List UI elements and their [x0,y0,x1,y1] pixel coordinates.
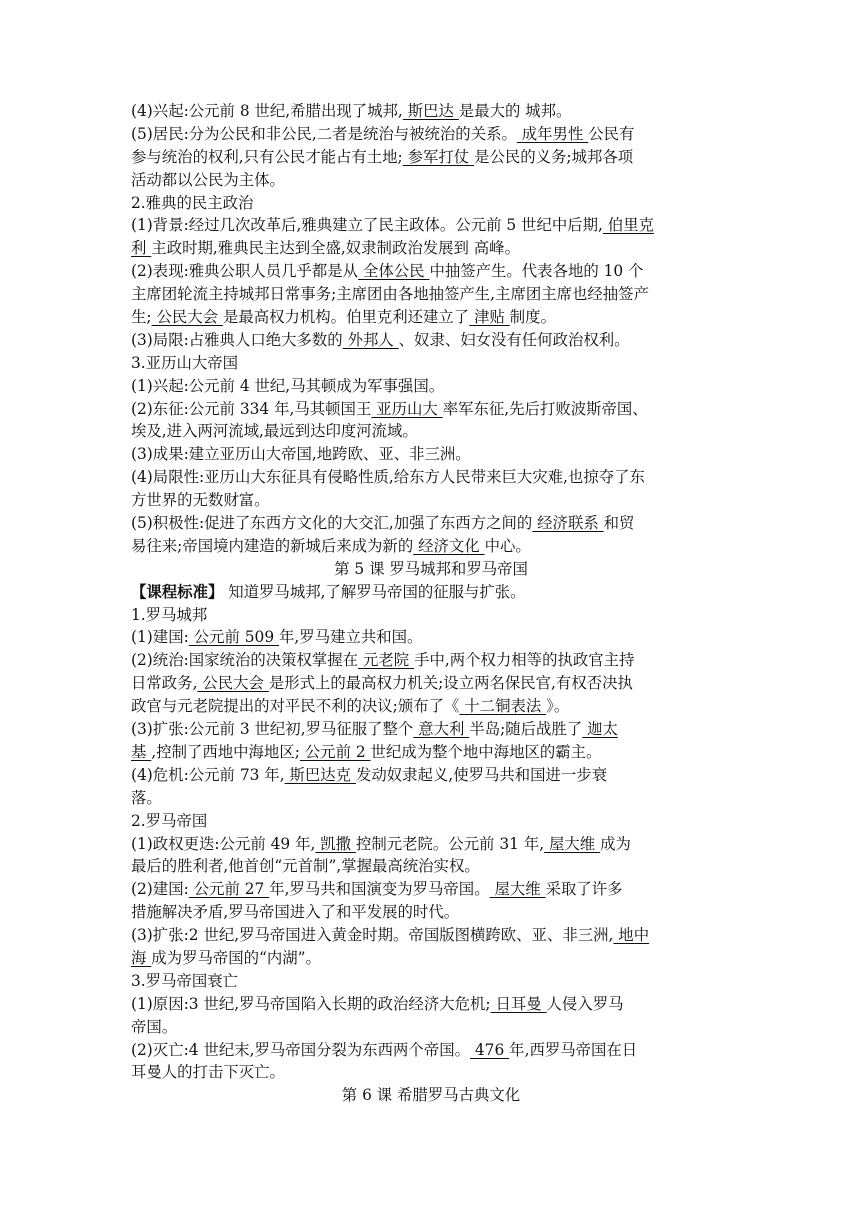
text-line [131,855,731,878]
text-segment: (3)局限:占雅典人口绝大多数的 [131,330,343,349]
text-segment: 公民有 [588,124,635,143]
text-line [131,764,731,787]
text-line [131,718,731,741]
text-segment: (2)建国: [131,880,189,899]
text-segment: 易往来;帝国境内建造的新城后来成为新的 [131,536,414,555]
text-segment: 第 6 课 希腊罗马古典文化 [341,1086,521,1105]
text-line [131,695,731,718]
text-segment: 2.雅典的民主政治 [131,193,254,212]
text-line [131,123,731,146]
text-line [131,169,731,192]
text-line [131,398,731,421]
lesson-heading [131,1084,731,1107]
text-segment: 参与统治的权利,只有公民才能占有土地; [131,147,403,166]
fill-blank-answer: 迦太 [582,720,618,739]
text-line [131,924,731,947]
fill-blank-answer: 日耳曼 [490,994,547,1013]
text-segment: 手中,两个权力相等的执政官主持 [414,651,635,670]
text-segment: 政官与元老院提出的对平民不利的决议;颁布了《 [131,697,460,716]
text-segment: 采取了许多 [545,880,623,899]
text-line [131,833,731,856]
fill-blank-answer: 公民大会 [197,674,269,693]
text-segment: 主政时期,雅典民主达到全盛,奴隶制政治发展到 高峰。 [151,239,520,258]
text-segment: 2.罗马帝国 [131,811,208,830]
text-segment: (5)积极性:促进了东西方文化的大交汇,加强了东西方之间的 [131,514,533,533]
text-segment: 、奴隶、妇女没有任何政治权利。 [398,330,630,349]
text-line [131,810,731,833]
text-line [131,741,731,764]
text-line [131,1061,731,1084]
text-line [131,306,731,329]
fill-blank-answer: 屋大维 [489,880,546,899]
fill-blank-answer: 外邦人 [342,330,399,349]
text-line [131,626,731,649]
text-segment: (4)局限性:亚历山大东征具有侵略性质,给东方人民带来巨大灾难,也掠夺了东 [131,468,645,487]
text-line [131,947,731,970]
section-label: 【课程标准】 [131,582,224,601]
text-line [131,420,731,443]
text-line [131,970,731,993]
text-segment: 帝国。 [131,1017,178,1036]
text-segment: 年,罗马建立共和国。 [279,628,423,647]
text-segment: 是最大的 城邦。 [458,102,572,120]
text-segment: 年,西罗马帝国在日 [509,1040,638,1059]
text-segment: 发动奴隶起义,使罗马共和国进一步衰 [355,765,608,784]
text-line [131,649,731,672]
text-segment: 第 5 课 罗马城邦和罗马帝国 [334,559,528,578]
text-line [131,672,731,695]
text-line [131,466,731,489]
text-line [131,787,731,810]
text-segment: (5)居民:分为公民和非公民,二者是统治与被统治的关系。 [131,124,517,143]
text-segment: (2)灭亡:4 世纪末,罗马帝国分裂为东西两个帝国。 [131,1040,470,1059]
fill-blank-answer: 参军打仗 [402,147,475,166]
fill-blank-answer: 亚历山大 [371,399,443,418]
text-segment: (3)成果:建立亚历山大帝国,地跨欧、亚、非三洲。 [131,445,471,464]
text-segment: 措施解决矛盾,罗马帝国进入了和平发展的时代。 [131,903,460,922]
fill-blank-answer: 津贴 [469,308,510,327]
text-segment: 和贸 [603,514,635,533]
text-line [131,581,731,604]
text-segment: 知道罗马城邦,了解罗马帝国的征服与扩张。 [223,582,526,601]
text-segment: 落。 [131,788,162,807]
text-line [131,214,731,237]
text-segment: 是形式上的最高权力机关;设立两名保民官,有权否决执 [268,674,633,693]
text-segment: 制度。 [509,308,556,327]
text-line [131,352,731,375]
text-segment: (1)背景:经过几次改革后,雅典建立了民主政体。公元前 5 世纪中后期, [131,216,603,235]
text-segment: 》。 [546,697,570,716]
text-segment: (4)兴起:公元前 8 世纪,希腊出现了城邦, [131,102,403,120]
text-segment: 耳曼人的打击下灭亡。 [131,1063,285,1082]
text-segment: 是最高权力机构。伯里克利还建立了 [222,308,470,327]
text-segment: (1)政权更迭:公元前 49 年, [131,834,316,853]
text-segment: 最后的胜利者,他首创“元首制”,掌握最高统治实权。 [131,857,480,876]
text-line [131,604,731,627]
lesson-heading [131,558,731,581]
text-segment: 成为罗马帝国的“内湖”。 [151,948,321,967]
fill-blank-answer: 十二铜表法 [459,697,547,716]
fill-blank-answer: 公元前 2 [299,742,371,761]
text-segment: (3)扩张:公元前 3 世纪初,罗马征服了整个 [131,720,414,739]
text-line [131,489,731,512]
text-segment: 日常政务, [131,674,198,693]
text-segment: 生; [131,308,152,327]
fill-blank-answer: 伯里克 [602,216,654,235]
fill-blank-answer: 成年男性 [516,124,589,143]
text-line [131,100,731,123]
text-segment: 埃及,进入两河流域,最远到达印度河流域。 [131,422,418,441]
text-segment: (4)危机:公元前 73 年, [131,765,285,784]
text-segment: 人侵入罗马 [546,994,624,1013]
fill-blank-answer: 元老院 [358,651,415,670]
text-line [131,237,731,260]
fill-blank-answer: 公元前 509 [188,628,280,647]
text-segment: (3)扩张:2 世纪,罗马帝国进入黄金时期。帝国版图横跨欧、亚、非三洲, [131,926,614,945]
text-segment: (2)统治:国家统治的决策权掌握在 [131,651,359,670]
text-line [131,993,731,1016]
fill-blank-answer: 基 [131,742,152,761]
text-line [131,901,731,924]
fill-blank-answer: 全体公民 [358,262,430,281]
text-line [131,1039,731,1062]
fill-blank-answer: 公民大会 [151,308,223,327]
text-segment: 是公民的义务;城邦各项 [474,147,634,166]
text-line [131,1016,731,1039]
text-line [131,146,731,169]
text-line [131,329,731,352]
text-segment: 中心。 [484,536,531,555]
document-page [131,100,731,1107]
text-segment: 年,罗马共和国演变为罗马帝国。 [269,880,490,899]
fill-blank-answer: 斯巴达克 [284,765,356,784]
text-segment: (2)表现:雅典公职人员几乎都是从 [131,262,359,281]
text-segment: 3.罗马帝国衰亡 [131,971,239,990]
fill-blank-answer: 利 [131,239,152,258]
fill-blank-answer: 斯巴达 [402,102,459,120]
text-segment: 3.亚历山大帝国 [131,353,239,372]
text-line [131,283,731,306]
text-line [131,260,731,283]
text-line [131,375,731,398]
text-segment: (1)原因:3 世纪,罗马帝国陷入长期的政治经济大危机; [131,994,491,1013]
fill-blank-answer: 海 [131,948,152,967]
fill-blank-answer: 地中 [613,926,650,945]
text-segment: 活动都以公民为主体。 [131,170,285,189]
text-segment: ,控制了西地中海地区; [151,742,300,761]
text-segment: 控制元老院。公元前 31 年, [355,834,545,853]
text-segment: (2)东征:公元前 334 年,马其顿国王 [131,399,372,418]
fill-blank-answer: 公元前 27 [188,880,270,899]
text-segment: 成为 [600,834,631,853]
text-segment: 中抽签产生。代表各地的 10 个 [429,262,644,281]
text-segment: (1)建国: [131,628,189,647]
text-segment: 半岛;随后战胜了 [469,720,583,739]
text-segment: 世纪成为整个地中海地区的霸主。 [370,742,602,761]
text-segment: 率军东征,先后打败波斯帝国、 [442,399,648,418]
fill-blank-answer: 476 [470,1040,510,1059]
text-line [131,878,731,901]
text-line [131,512,731,535]
text-segment: (1)兴起:公元前 4 世纪,马其顿成为军事强国。 [131,376,445,395]
text-line [131,443,731,466]
fill-blank-answer: 凯撒 [315,834,356,853]
fill-blank-answer: 经济文化 [413,536,485,555]
text-segment: 1.罗马城邦 [131,605,208,624]
text-line [131,535,731,558]
text-segment: 方世界的无数财富。 [131,491,270,510]
text-segment: 主席团轮流主持城邦日常事务;主席团由各地抽签产生,主席团主席也经抽签产 [131,285,649,304]
fill-blank-answer: 屋大维 [544,834,601,853]
fill-blank-answer: 经济联系 [532,514,604,533]
fill-blank-answer: 意大利 [413,720,470,739]
text-line [131,192,731,215]
